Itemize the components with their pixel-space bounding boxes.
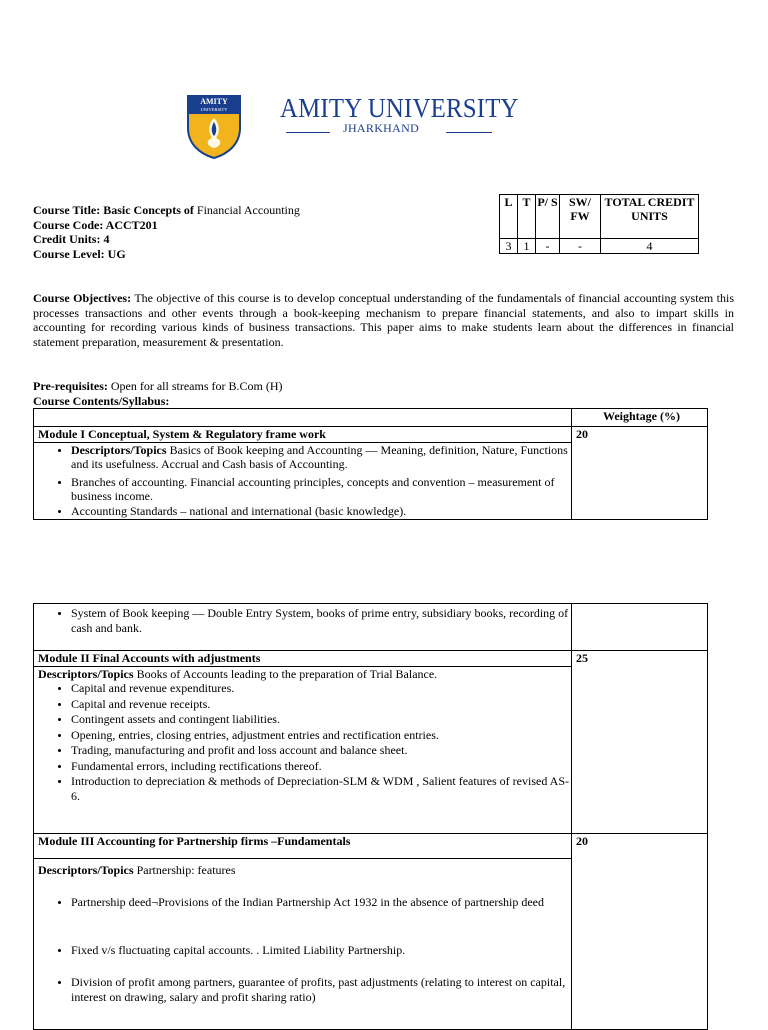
- course-objectives: [33, 291, 734, 349]
- credit-header-ps: P/ S: [536, 195, 560, 239]
- prereq-label: Pre-requisites:: [33, 379, 108, 393]
- module-1-weight: 20: [572, 427, 708, 520]
- contents-label: Course Contents/Syllabus:: [33, 393, 170, 408]
- credit-header-t: T: [518, 195, 536, 239]
- module-2-weight: 25: [572, 651, 708, 834]
- module-3-title: Module III Accounting for Partnership firms –Fundamentals: [34, 833, 572, 858]
- module-2-title: Module II Final Accounts with adjustments: [34, 651, 572, 667]
- course-code: Course Code: ACCT201: [33, 217, 158, 232]
- module-1-continued: [34, 604, 572, 651]
- list-item: • Descriptors/Topics Basics of Book keeping and Accounting — Meaning, definition, Nature, Functions and its usefulness. Accrual and Cash basis of Accounting.: [71, 443, 571, 472]
- credit-value-l: 3: [500, 239, 518, 254]
- list-item: • Trading, manufacturing and profit and loss account and balance sheet.: [71, 743, 571, 758]
- list-item: • Partnership deed¬Provisions of the Indian Partnership Act 1932 in the absence of partnership deed: [71, 895, 571, 910]
- title-rule-left: [286, 132, 330, 133]
- list-item: • Capital and revenue receipts.: [71, 697, 571, 712]
- credit-table: [499, 194, 699, 254]
- university-name: AMITY UNIVERSITY: [280, 93, 519, 123]
- course-level: Course Level: UG: [33, 246, 126, 261]
- module-2-topics: Descriptors/Topics Books of Accounts leading to the preparation of Trial Balance. • Capital and revenue expenditures. • Capital and revenue receipts. • Contingent assets and contingent liabilities. • Opening, entries, closing entries, adjustment entries and rectification entries. • Trading, manufacturing and profit and loss account and balance sheet. • Fundamental errors, including rectifications thereof. • Introduction to depreciation & methods of Depreciation-SLM & WDM , Salient features of revised AS-6.: [34, 666, 572, 833]
- credit-units: Credit Units: 4: [33, 232, 110, 246]
- module-3-weight: 20: [572, 833, 708, 1029]
- list-item: • Division of profit among partners, guarantee of profits, past adjustments (relating to interest on capital, interest on drawing, salary and profit sharing ratio): [71, 975, 571, 1004]
- list-item: • Fundamental errors, including rectifications thereof.: [71, 759, 571, 774]
- list-item: • Contingent assets and contingent liabilities.: [71, 712, 571, 727]
- title-rule-right: [446, 132, 492, 133]
- credit-value-ps: -: [536, 239, 560, 254]
- objectives-text: The objective of this course is to develop conceptual understanding of the fundamentals of financial accounting system this processes transactions and other events through a book-keeping mechanism to prepare financial statements, and also to impart skills in accounting for recording various kinds of business transactions. This paper aims to make students learn about the differences in financial statement preparation, measurement & presentation.: [33, 291, 735, 349]
- module-1-title: Module I Conceptual, System & Regulatory frame work: [34, 427, 572, 443]
- logo-text-bottom: UNIVERSITY: [200, 107, 228, 112]
- prereq-text: Open for all streams for B.Com (H): [107, 379, 283, 393]
- objectives-label: Course Objectives:: [33, 291, 132, 305]
- weightage-header: Weightage (%): [572, 409, 708, 427]
- credit-header-swfw: SW/ FW: [560, 195, 601, 239]
- list-item: • System of Book keeping — Double Entry System, books of prime entry, subsidiary books, recording of cash and bank.: [71, 606, 571, 635]
- list-item: • Introduction to depreciation & methods of Depreciation-SLM & WDM , Salient features of revised AS-6.: [71, 774, 571, 803]
- university-shield-logo: [186, 94, 242, 160]
- syllabus-table-2: [33, 603, 708, 1030]
- course-title: Course Title: Basic Concepts of Financial Accounting: [33, 203, 300, 217]
- list-item: • Opening, entries, closing entries, adjustment entries and rectification entries.: [71, 728, 571, 743]
- credit-value-total: 4: [601, 239, 699, 254]
- course-title-value: Financial Accounting: [196, 203, 300, 217]
- university-campus: JHARKHAND: [343, 121, 420, 135]
- prerequisites: [33, 379, 633, 408]
- list-item: • Fixed v/s fluctuating capital accounts. . Limited Liability Partnership.: [71, 943, 571, 958]
- module-1-continued-weight: [572, 604, 708, 651]
- module-3-topics: Descriptors/Topics Partnership: features • Partnership deed¬Provisions of the Indian Partnership Act 1932 in the absence of partnership deed • Fixed v/s fluctuating capital accounts. . Limited Liability Partnership. • Division of profit among partners, guarantee of profits, past adjustments (relating to interest on capital, interest on drawing, salary and profit sharing ratio): [34, 858, 572, 1029]
- header-blank-cell: [34, 409, 572, 427]
- list-item: • Capital and revenue expenditures.: [71, 681, 571, 696]
- credit-value-swfw: -: [560, 239, 601, 254]
- credit-value-t: 1: [518, 239, 536, 254]
- list-item: • Branches of accounting. Financial accounting principles, concepts and convention – measurement of business income.: [71, 475, 571, 504]
- logo-text-top: AMITY: [200, 97, 228, 106]
- list-item: • Accounting Standards – national and international (basic knowledge).: [71, 504, 571, 519]
- credit-header-total: TOTAL CREDIT UNITS: [601, 195, 699, 239]
- credit-header-l: L: [500, 195, 518, 239]
- syllabus-table-1: [33, 408, 708, 520]
- module-1-topics: [34, 442, 572, 519]
- course-info: [33, 203, 373, 261]
